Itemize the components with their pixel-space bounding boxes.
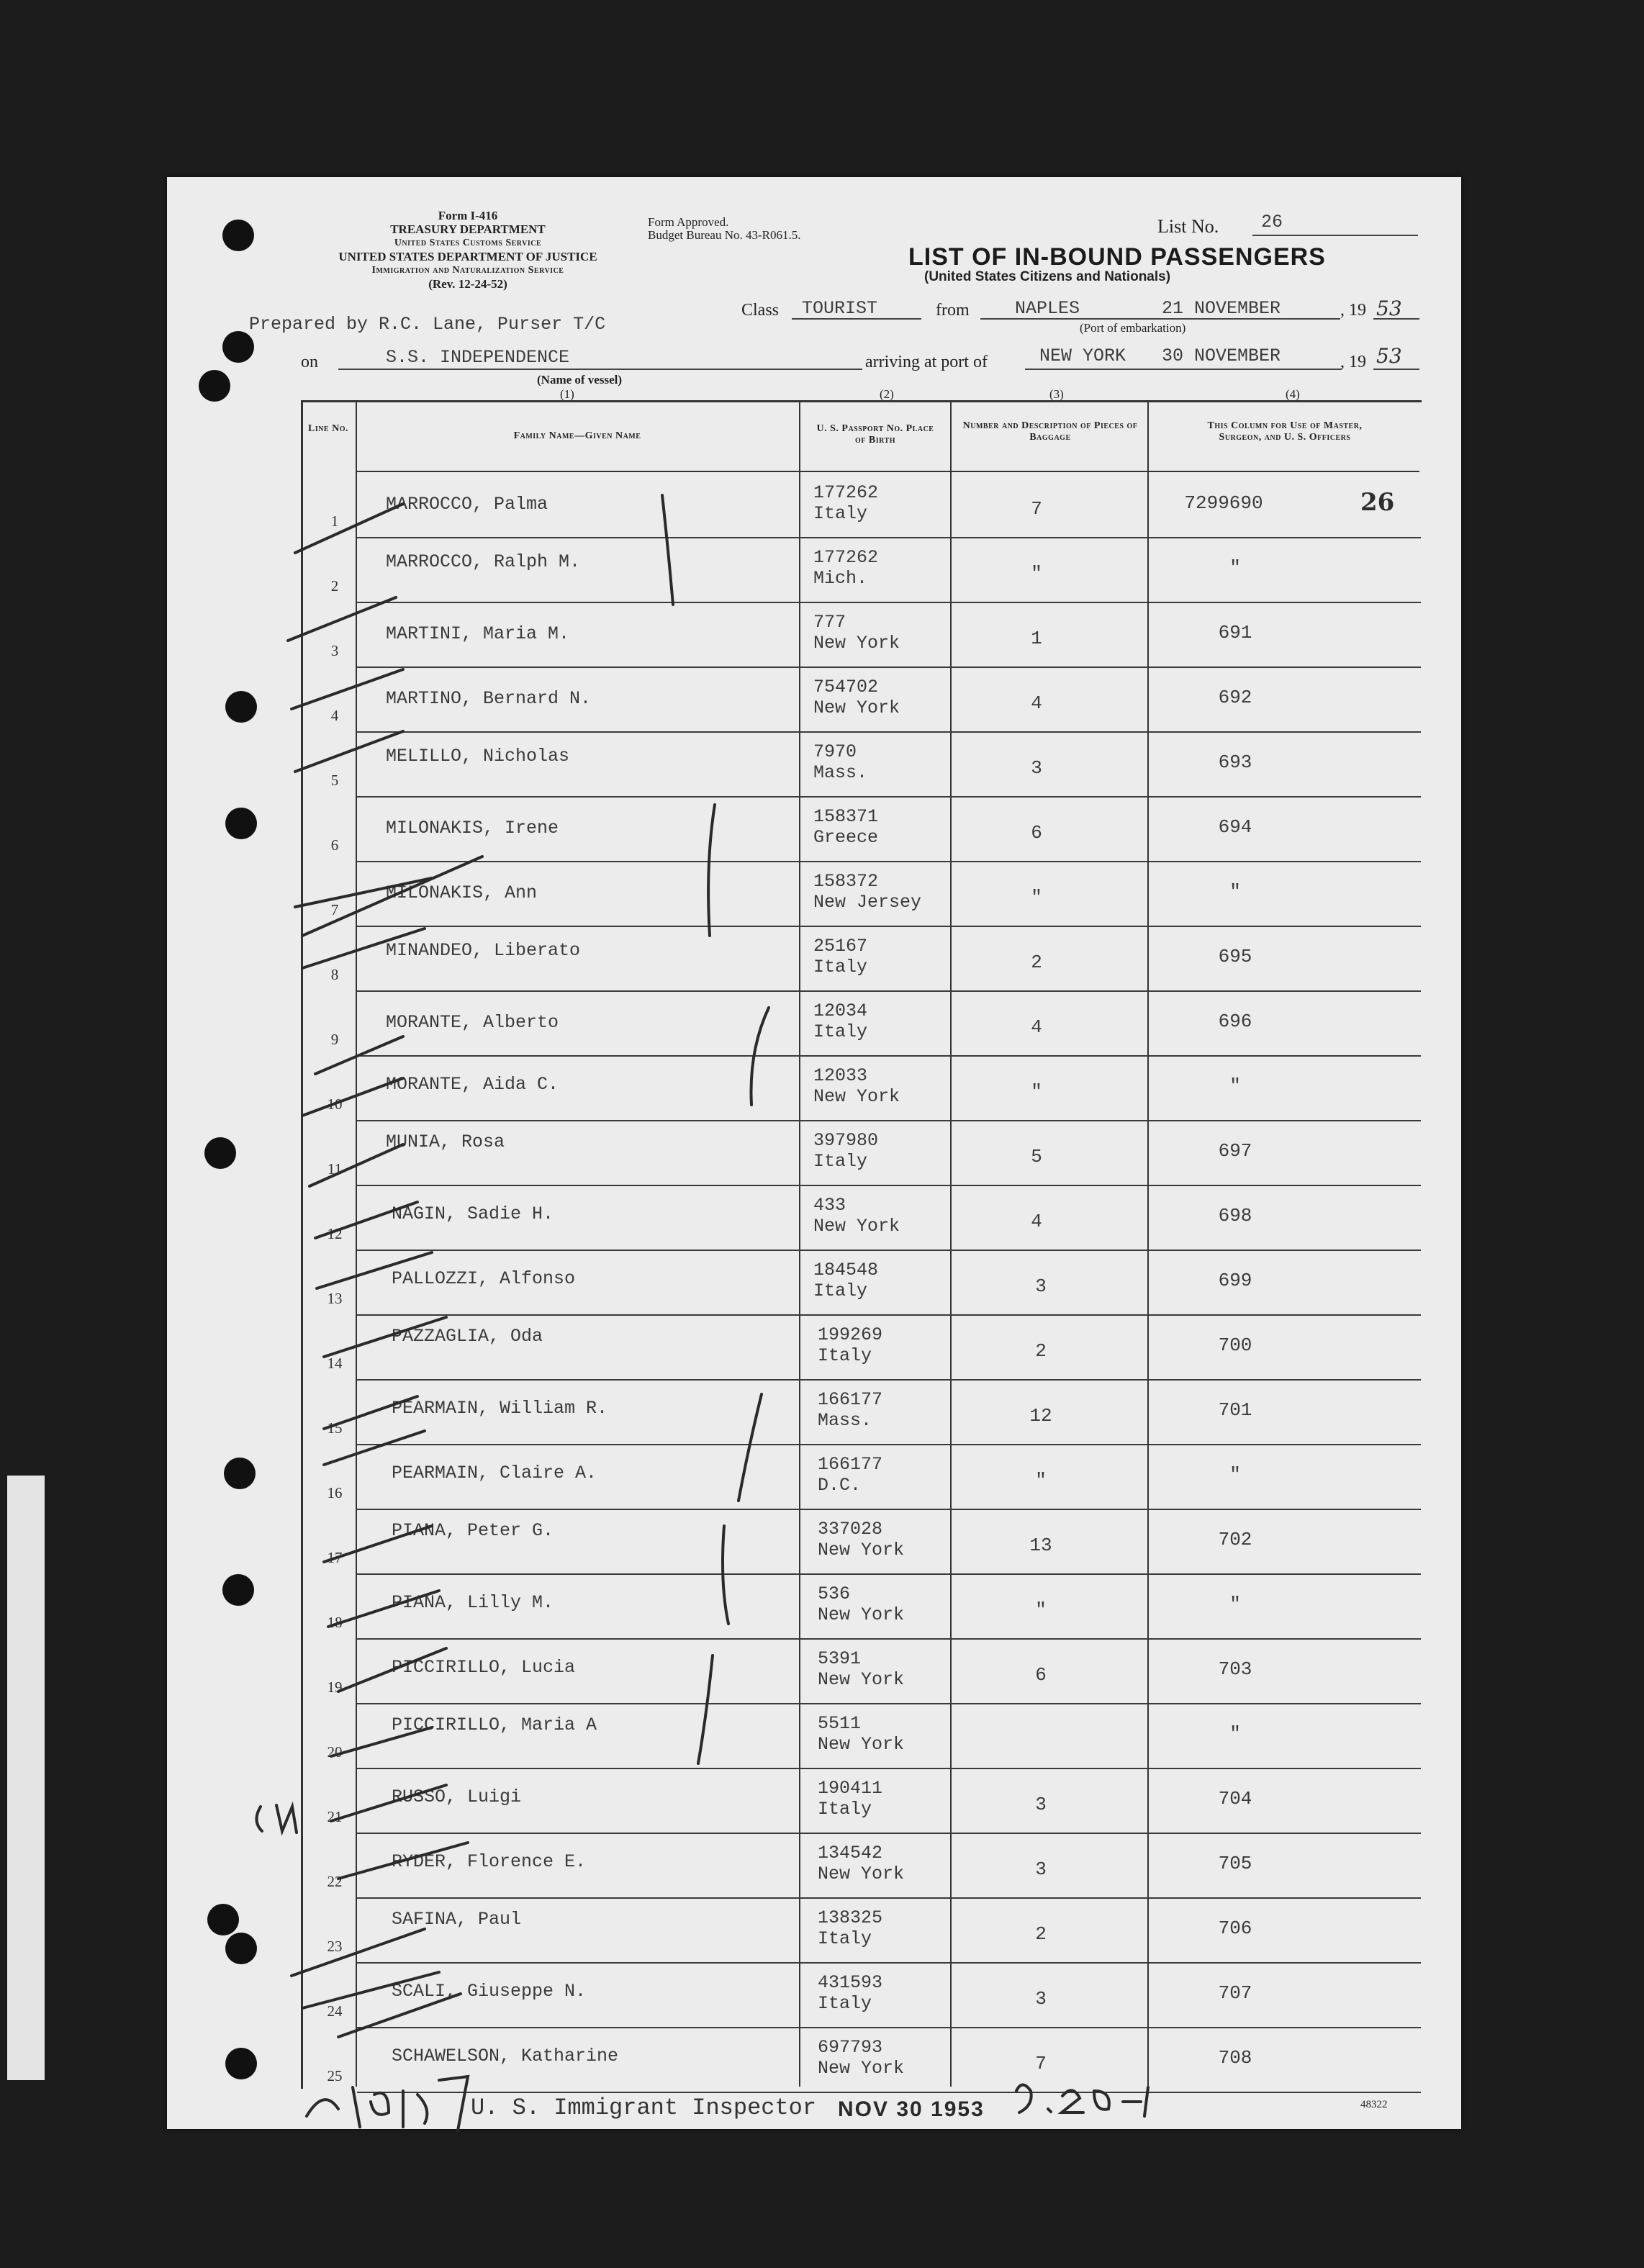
officer-use-value: 698 [1218,1205,1252,1226]
check-mark [324,1396,417,1429]
passport-number: 777 [813,612,846,633]
on-label: on [301,353,318,371]
header-officers: This Column for Use of Master, Surgeon, and U. S. Officers [1207,420,1363,443]
passenger-name: MORANTE, Aida C. [386,1074,559,1095]
row1-extra-number: 26 [1360,488,1395,517]
baggage-count: 4 [1031,692,1042,714]
line-number: 2 [330,577,339,595]
place-of-birth: Greece [813,827,879,848]
officer-use-value: 693 [1218,751,1252,773]
passenger-name: PIANA, Lilly M. [392,1592,554,1613]
baggage-count: 2 [1031,952,1042,973]
vessel-name: S.S. INDEPENDENCE [386,347,570,368]
baggage-count: 3 [1035,1858,1047,1880]
bracket-mark [698,1655,713,1763]
line-number: 12 [327,1225,343,1242]
officer-use-value: 699 [1218,1270,1252,1291]
passport-number: 199269 [818,1324,883,1345]
passenger-name: MARROCCO, Ralph M. [386,551,581,572]
passport-number: 536 [818,1583,851,1604]
officer-use-value: 7299690 [1184,492,1263,514]
form-id: Form I-416 [438,209,498,222]
justice-dept: UNITED STATES DEPARTMENT OF JUSTICE [338,250,597,263]
passenger-name: PICCIRILLO, Lucia [392,1657,576,1678]
from-year-prefix: , 19 [1340,301,1366,320]
line-number: 21 [327,1808,343,1825]
check-mark [331,1727,432,1756]
passenger-name: PEARMAIN, Claire A. [392,1463,597,1483]
officer-use-value: 702 [1218,1529,1252,1550]
officer-use-value: " [1229,881,1241,903]
line-number: 25 [327,2067,343,2084]
passenger-name: NAGIN, Sadie H. [392,1203,554,1224]
approval-line-1: Form Approved. [648,215,729,229]
place-of-birth: New York [813,697,900,718]
page-title: LIST OF IN-BOUND PASSENGERS [908,243,1326,271]
officer-use-value: 707 [1218,1982,1252,2004]
bracket-mark [723,1526,728,1624]
passport-number: 166177 [818,1454,883,1475]
passport-number: 7970 [813,741,857,762]
vessel-caption: (Name of vessel) [537,373,623,387]
place-of-birth: Italy [818,1345,872,1366]
passenger-name: SCHAWELSON, Katharine [392,2046,619,2066]
place-of-birth: New York [818,2058,905,2079]
baggage-count: 3 [1035,1794,1047,1815]
place-of-birth: New York [818,1540,905,1560]
passenger-name: PALLOZZI, Alfonso [392,1268,576,1289]
bracket-mark [662,495,673,605]
baggage-count: 1 [1031,628,1042,649]
passport-number: 177262 [813,482,879,503]
form-code: 48322 [1360,2099,1388,2110]
passport-number: 5391 [818,1648,862,1669]
check-mark [302,929,425,968]
line-number: 14 [327,1355,343,1372]
from-label: from [936,301,970,320]
check-mark [292,1929,425,1976]
line-number: 15 [327,1419,343,1437]
officer-use-value: 691 [1218,622,1252,643]
passenger-name: MELILLO, Nicholas [386,746,570,767]
line-number: 10 [327,1095,343,1113]
check-mark [310,1144,403,1186]
place-of-birth: Italy [818,1799,872,1820]
place-of-birth: Italy [813,1021,868,1042]
check-mark [338,1994,461,2037]
place-of-birth: New York [818,1604,905,1625]
passport-number: 134542 [818,1843,883,1863]
passenger-name: MARTINO, Bernard N. [386,688,592,709]
baggage-count: 4 [1031,1211,1042,1232]
bracket-mark [739,1394,762,1501]
line-number: 6 [330,836,339,854]
passport-number: 431593 [818,1972,883,1993]
line-number: 19 [327,1679,343,1696]
baggage-count: 13 [1029,1535,1052,1556]
officer-use-value: 701 [1218,1399,1252,1421]
check-mark [315,1036,403,1074]
check-mark [302,1972,439,2008]
baggage-count: 3 [1031,757,1042,779]
place-of-birth: Italy [818,1993,872,2014]
header-line-no: Line No. [307,423,348,434]
place-of-birth: New York [813,633,900,654]
check-mark [295,504,403,553]
line-number: 20 [327,1743,343,1761]
passport-number: 12034 [813,1000,868,1021]
place-of-birth: New York [818,1669,905,1690]
line-number: 22 [327,1873,343,1890]
passenger-name: MUNIA, Rosa [386,1131,505,1152]
baggage-count: " [1035,1599,1047,1621]
passport-number: 177262 [813,547,879,568]
passport-number: 754702 [813,677,879,697]
passenger-name: RYDER, Florence E. [392,1851,587,1872]
bracket-mark [751,1008,769,1105]
baggage-count: " [1031,563,1042,584]
baggage-count: " [1035,1470,1047,1491]
line-number: 17 [327,1549,343,1566]
passenger-name: MILONAKIS, Irene [386,818,559,839]
place-of-birth: New Jersey [813,892,922,913]
arrival-year-prefix: , 19 [1340,353,1366,371]
check-mark [317,1252,432,1288]
officer-use-value: " [1229,1594,1241,1615]
passport-number: 190411 [818,1778,883,1799]
check-mark [295,731,403,772]
officer-use-value: " [1229,1464,1241,1486]
date-stamp: NOV 30 1953 [838,2097,985,2121]
approval-line-2: Budget Bureau No. 43-R061.5. [648,228,801,242]
place-of-birth: New York [818,1734,905,1755]
baggage-count: 3 [1035,1988,1047,2010]
form-revision: (Rev. 12-24-52) [428,277,507,291]
col-num-1: (1) [560,387,574,401]
officer-use-value: 694 [1218,816,1252,838]
line-number: 24 [327,2002,343,2020]
baggage-count: " [1031,1081,1042,1103]
line-number: 23 [327,1938,343,1955]
time-scribble [1016,2085,1148,2117]
passport-number: 158372 [813,871,879,892]
check-mark [302,857,482,936]
passenger-name: SCALI, Giuseppe N. [392,1981,587,2002]
passenger-name: MINANDEO, Liberato [386,940,581,961]
officer-use-value: 700 [1218,1334,1252,1356]
check-mark [331,1785,446,1821]
passport-number: 166177 [818,1389,883,1410]
arriving-label: arriving at port of [865,353,988,371]
arrival-port: NEW YORK [1039,345,1126,366]
passenger-name: SAFINA, Paul [392,1909,522,1930]
port-caption: (Port of embarkation) [1080,321,1186,335]
officer-use-value: 705 [1218,1853,1252,1874]
place-of-birth: Italy [813,1151,868,1172]
page-subtitle: (United States Citizens and Nationals) [924,269,1171,284]
officer-use-value: 696 [1218,1011,1252,1032]
baggage-count: 3 [1035,1275,1047,1297]
passenger-name: MARROCCO, Palma [386,494,548,515]
place-of-birth: Mich. [813,568,868,589]
embarkation-date: 21 NOVEMBER [1162,298,1281,319]
passport-number: 337028 [818,1519,883,1540]
passenger-name: MILONAKIS, Ann [386,882,538,903]
baggage-count: 2 [1035,1340,1047,1362]
officer-use-value: " [1229,1075,1241,1097]
line-number: 7 [330,901,339,918]
header-name: Family Name—Given Name [513,430,641,441]
arrival-year: 53 [1376,344,1402,368]
line-number: 1 [330,512,339,530]
list-no-label: List No. [1157,216,1219,237]
line-number: 16 [327,1484,343,1501]
baggage-count: " [1031,887,1042,908]
line-number: 9 [330,1031,339,1048]
initials-scribble [307,2077,468,2131]
baggage-count: 6 [1031,822,1042,844]
officer-use-value: 695 [1218,946,1252,967]
line-number: 8 [330,966,339,983]
line-number: 4 [330,707,339,724]
passport-number: 184548 [813,1260,879,1280]
check-mark [338,1843,468,1879]
line-number: 3 [330,642,339,659]
baggage-count: 4 [1031,1016,1042,1038]
place-of-birth: New York [813,1216,900,1237]
place-of-birth: New York [813,1086,900,1107]
check-mark [288,597,396,641]
passenger-name: MORANTE, Alberto [386,1012,559,1033]
passenger-name: MARTINI, Maria M. [386,623,570,644]
passport-number: 5511 [818,1713,862,1734]
check-mark [324,1431,425,1465]
check-mark [338,1648,446,1691]
line-number: 11 [327,1160,343,1178]
col-num-4: (4) [1286,387,1300,401]
officer-use-value: 706 [1218,1917,1252,1939]
passport-number: 697793 [818,2037,883,2058]
officer-use-value: " [1229,557,1241,579]
baggage-count: 12 [1029,1405,1052,1427]
baggage-count: 2 [1035,1923,1047,1945]
check-mark [324,1526,432,1562]
line-number: 5 [330,772,339,789]
customs-service: United States Customs Service [394,238,542,248]
passport-number: 138325 [818,1907,883,1928]
place-of-birth: Mass. [813,762,868,783]
officer-use-value: 697 [1218,1140,1252,1162]
check-mark [315,1202,417,1238]
margin-scribble [256,1805,297,1833]
place-of-birth: Italy [818,1928,872,1949]
passport-number: 25167 [813,936,868,957]
prepared-by: Prepared by R.C. Lane, Purser T/C [249,314,606,335]
embarkation-year: 53 [1376,297,1402,320]
col-num-2: (2) [880,387,894,401]
officer-use-value: " [1229,1723,1241,1745]
passenger-name: PEARMAIN, William R. [392,1398,608,1419]
bracket-mark [708,805,715,936]
place-of-birth: Mass. [818,1410,872,1431]
passport-number: 12033 [813,1065,868,1086]
place-of-birth: Italy [813,957,868,977]
passport-number: 158371 [813,806,879,827]
passenger-name: PAZZAGLIA, Oda [392,1326,543,1347]
class-label: Class [741,301,780,320]
col-num-3: (3) [1049,387,1064,401]
passenger-name: RUSSO, Luigi [392,1786,522,1807]
officer-use-value: 692 [1218,687,1252,708]
check-mark [302,1078,403,1116]
officer-use-value: 708 [1218,2047,1252,2069]
inspector-label: U. S. Immigrant Inspector [471,2095,817,2121]
passenger-name: PICCIRILLO, Maria A [392,1714,597,1735]
passport-number: 397980 [813,1130,879,1151]
passenger-name: PIANA, Peter G. [392,1520,554,1541]
baggage-count: 6 [1035,1664,1047,1686]
line-number: 13 [327,1290,343,1307]
passport-number: 433 [813,1195,846,1216]
officer-use-value: 704 [1218,1788,1252,1810]
arrival-date: 30 NOVEMBER [1162,345,1281,366]
place-of-birth: Italy [813,503,868,524]
header-passport: U. S. Passport No. Place of Birth [816,423,934,446]
place-of-birth: New York [818,1863,905,1884]
embarkation-port: NAPLES [1015,298,1080,319]
list-no-value: 26 [1261,212,1283,232]
check-mark [292,669,403,709]
ins-service: Immigration and Naturalization Service [371,265,564,276]
line-number: 18 [327,1614,343,1631]
class-value: TOURIST [802,298,878,319]
baggage-count: 7 [1031,498,1042,520]
check-mark [328,1591,439,1627]
baggage-count: 7 [1035,2053,1047,2074]
officer-use-value: 703 [1218,1658,1252,1680]
check-mark [295,878,432,907]
baggage-count: 5 [1031,1146,1042,1167]
header-baggage: Number and Description of Pieces of Baggage [962,420,1138,443]
place-of-birth: D.C. [818,1475,862,1496]
treasury-dept: TREASURY DEPARTMENT [390,222,546,236]
check-mark [324,1317,446,1357]
place-of-birth: Italy [813,1280,868,1301]
